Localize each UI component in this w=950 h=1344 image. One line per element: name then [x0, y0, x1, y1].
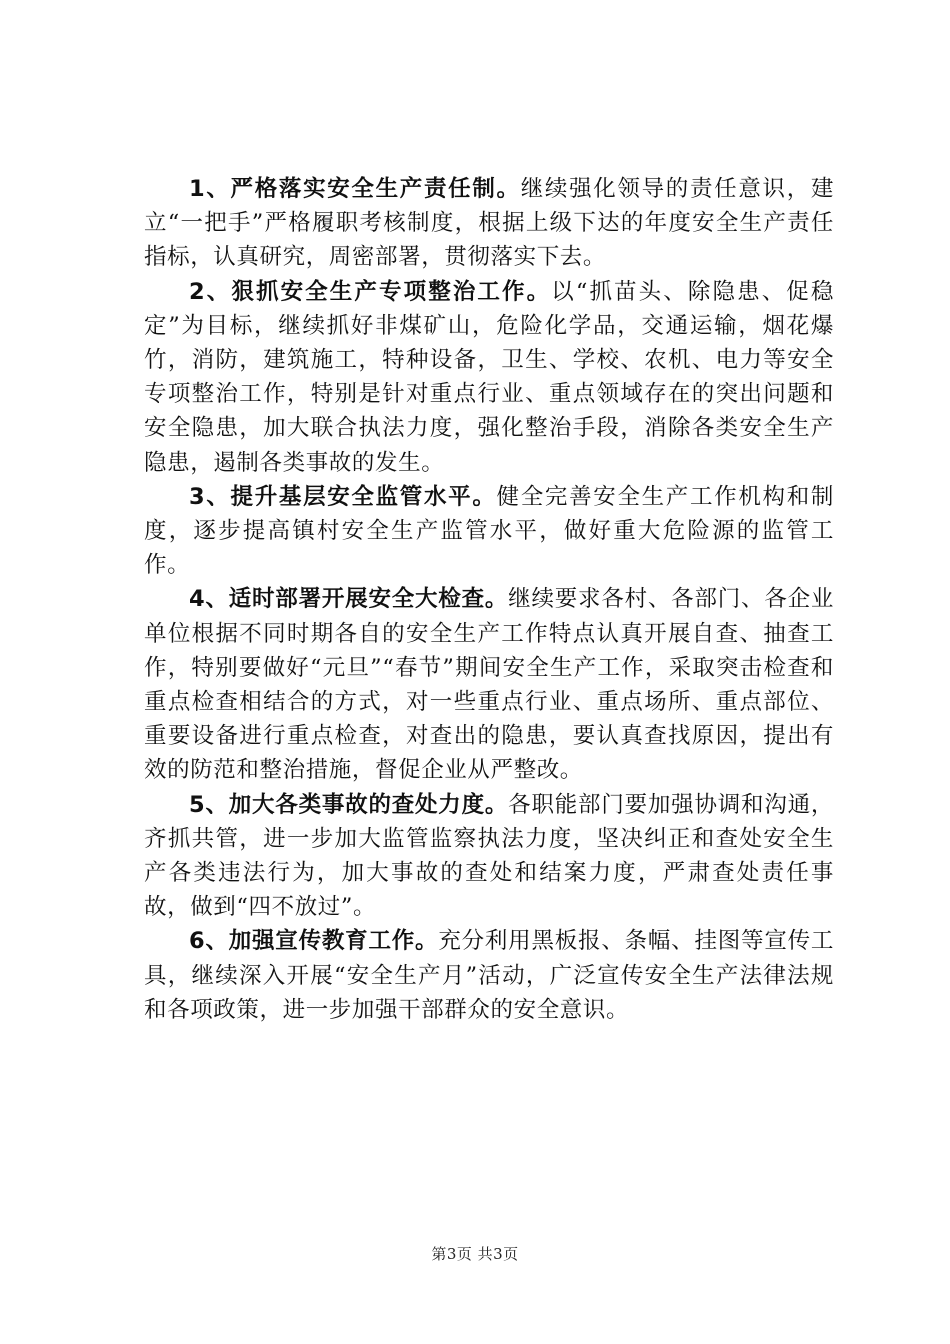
paragraph-text: 健全完善安全生产工作机构和制度，逐步提高镇村安全生产监管水平，做好重大危险源的监管工作。 — [144, 483, 834, 579]
paragraph-2 — [144, 275, 834, 480]
document-body — [144, 172, 834, 1027]
paragraph-1 — [144, 172, 834, 275]
paragraph-heading: 6、加强宣传教育工作。 — [189, 928, 439, 955]
paragraph-text: 充分利用黑板报、条幅、挂图等宣传工具，继续深入开展“安全生产月”活动，广泛宣传安全生产法律法规和各项政策，进一步加强干部群众的安全意识。 — [144, 928, 834, 1023]
paragraph-text: 继续要求各村、各部门、各企业单位根据不同时期各自的安全生产工作特点认真开展自查、抽查工作，特别要做好“元旦”“春节”期间安全生产工作，采取突击检查和重点检查相结合的方式，对一些重点行业、重点场所、重点部位、重要设备进行重点检查，对查出的隐患，要认真查找原因，提出有效的防范和整治措施，督促企业从严整改。 — [144, 586, 834, 784]
page-number-footer: 第3页 共3页 — [431, 1245, 519, 1263]
paragraph-3 — [144, 480, 834, 583]
paragraph-text: 各职能部门要加强协调和沟通，齐抓共管，进一步加大监管监察执法力度，坚决纠正和查处安全生产各类违法行为，加大事故的查处和结案力度，严肃查处责任事故，做到“四不放过”。 — [144, 791, 834, 921]
paragraph-heading: 1、严格落实安全生产责任制。 — [189, 176, 521, 202]
paragraph-heading: 3、提升基层安全监管水平。 — [189, 483, 497, 510]
paragraph-heading: 2、狠抓安全生产专项整治工作。 — [189, 278, 552, 305]
paragraph-4 — [144, 582, 834, 787]
paragraph-heading: 5、加大各类事故的查处力度。 — [189, 791, 509, 818]
paragraph-text: 继续强化领导的责任意识，建立“一把手”严格履职考核制度，根据上级下达的年度安全生产责任指标，认真研究，周密部署，贯彻落实下去。 — [144, 176, 834, 271]
paragraph-6 — [144, 924, 834, 1027]
paragraph-text: 以“抓苗头、除隐患、促稳定”为目标，继续抓好非煤矿山，危险化学品，交通运输，烟花爆竹，消防，建筑施工，特种设备，卫生、学校、农机、电力等安全专项整治工作，特别是针对重点行业、重点领域存在的突出问题和安全隐患，加大联合执法力度，强化整治手段，消除各类安全生产隐患，遏制各类事故的发生。 — [144, 278, 835, 476]
paragraph-heading: 4、适时部署开展安全大检查。 — [189, 586, 509, 613]
paragraph-5 — [144, 788, 834, 925]
